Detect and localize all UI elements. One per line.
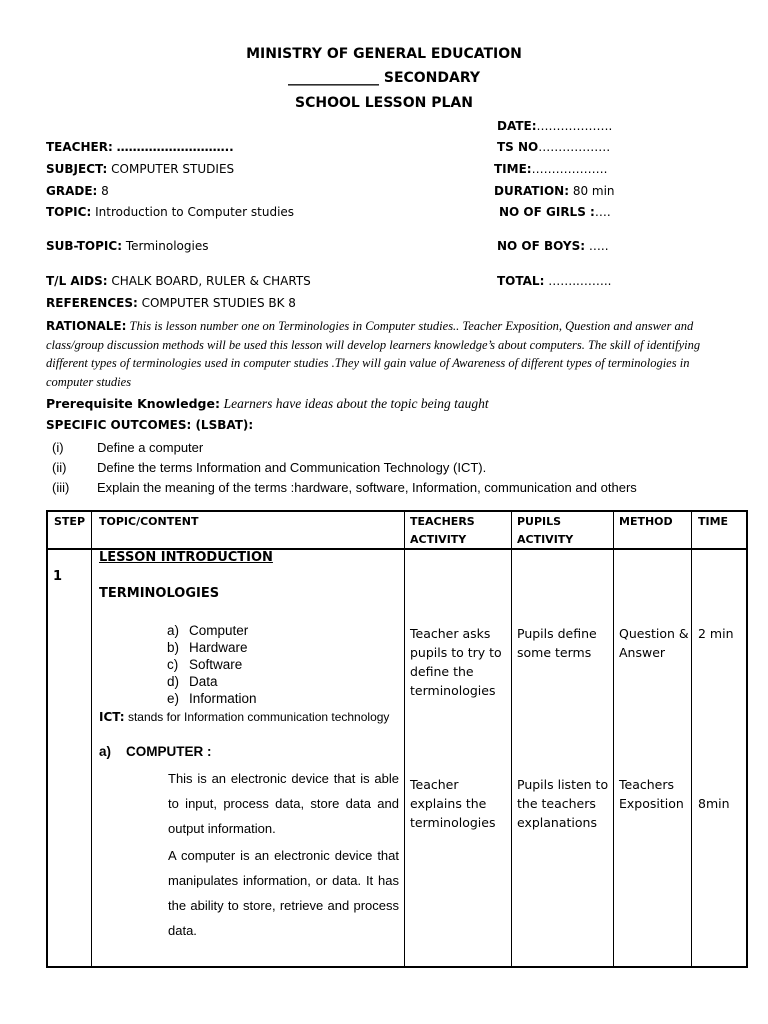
time-cell: 8min — [698, 796, 730, 811]
outcome-text: Explain the meaning of the terms :hardware, software, Information, communication and others — [97, 480, 637, 495]
list-item: d) Data — [167, 674, 218, 689]
teachers-activity-cell: Teacher asks pupils to try to define the terminologies — [410, 626, 502, 698]
bullet-item: A computer is an electronic device that manipulates information, or data. It has the ability to store, retrieve and process data. — [168, 848, 399, 938]
tl-aids-field: T/L AIDS: CHALK BOARD, RULER & CHARTS — [46, 274, 311, 288]
terms-list — [167, 622, 257, 707]
ict-definition: ICT: stands for Information communication technology — [99, 710, 390, 724]
time-cell: 2 min — [698, 626, 734, 641]
lesson-plan-title: SCHOOL LESSON PLAN — [295, 95, 473, 111]
pupils-activity-cell: Pupils listen to the teachers explanations — [517, 777, 609, 830]
header-time: TIME — [698, 515, 729, 528]
list-item: c) Software — [167, 657, 243, 672]
date-field: DATE:………………. — [497, 119, 613, 133]
no-of-boys-field: NO OF BOYS: ….. — [497, 239, 609, 253]
rationale-paragraph — [46, 317, 726, 391]
no-of-girls-field: NO OF GIRLS :…. — [499, 205, 611, 219]
ministry-title: MINISTRY OF GENERAL EDUCATION — [246, 46, 522, 62]
lesson-introduction-heading: LESSON INTRODUCTION — [99, 550, 273, 565]
method-cell: Teachers Exposition — [619, 777, 684, 811]
grade-field: GRADE: 8 — [46, 184, 109, 198]
header-topic-content: TOPIC/CONTENT — [99, 515, 199, 528]
outcome-text: Define the terms Information and Communication Technology (ICT). — [97, 460, 487, 475]
duration-field: DURATION: 80 min — [494, 184, 615, 198]
sub-topic-field: SUB-TOPIC: Terminologies — [46, 239, 209, 253]
subject-field: SUBJECT: COMPUTER STUDIES — [46, 162, 235, 176]
rationale-label: RATIONALE: — [46, 319, 127, 333]
outcome-num: (i) — [52, 440, 64, 455]
prerequisite-label: Prerequisite Knowledge: — [46, 396, 220, 411]
header-method: METHOD — [619, 515, 673, 528]
header-step: STEP — [54, 515, 86, 528]
teachers-activity-cell: Teacher explains the terminologies — [410, 777, 496, 830]
topic-field: TOPIC: Introduction to Computer studies — [46, 205, 295, 219]
column-divider — [91, 512, 92, 966]
outcome-text: Define a computer — [97, 440, 204, 455]
method-cell: Question & Answer — [619, 626, 689, 660]
terminologies-heading: TERMINOLOGIES — [99, 586, 220, 601]
bullet-item: This is an electronic device that is able to input, process data, store data and output information. — [168, 771, 399, 836]
teacher-field: TEACHER: ……………………….. — [46, 140, 234, 154]
outcome-num: (iii) — [52, 480, 70, 495]
references-field: REFERENCES: COMPUTER STUDIES BK 8 — [46, 296, 296, 310]
outcome-num: (ii) — [52, 460, 67, 475]
header-pupils-activity: PUPILS ACTIVITY — [517, 515, 574, 546]
step-number: 1 — [53, 569, 63, 584]
total-field: TOTAL: ……..…….. — [497, 274, 612, 288]
time-field: TIME:………………. — [494, 162, 608, 176]
column-divider — [691, 512, 692, 966]
prerequisite-text: Learners have ideas about the topic being taught — [223, 396, 489, 411]
header-teachers-activity: TEACHERS ACTIVITY — [410, 515, 475, 546]
computer-heading: a) COMPUTER : — [99, 744, 212, 759]
list-item: e) Information — [167, 691, 257, 706]
list-item: b) Hardware — [167, 640, 248, 655]
column-divider — [613, 512, 614, 966]
column-divider — [511, 512, 512, 966]
outcomes-heading: SPECIFIC OUTCOMES: (LSBAT): — [46, 418, 254, 432]
list-item: a) Computer — [167, 623, 249, 638]
ts-no-field: TS NO……………… — [497, 140, 611, 154]
prerequisite-line — [46, 396, 489, 412]
column-divider — [404, 512, 405, 966]
rationale-text: This is lesson number one on Terminologies in Computer studies.. Teacher Exposition, Question and answer and class/group discussion methods will be used this lesson will develop learners knowledge’s about computers. The skill of identifying different types of terminologies used in computer studies .They will gain value of Awareness of different types of terminologies in computer studies — [46, 319, 701, 389]
school-type-line: _____________ SECONDARY — [287, 70, 481, 86]
pupils-activity-cell: Pupils define some terms — [517, 626, 597, 660]
